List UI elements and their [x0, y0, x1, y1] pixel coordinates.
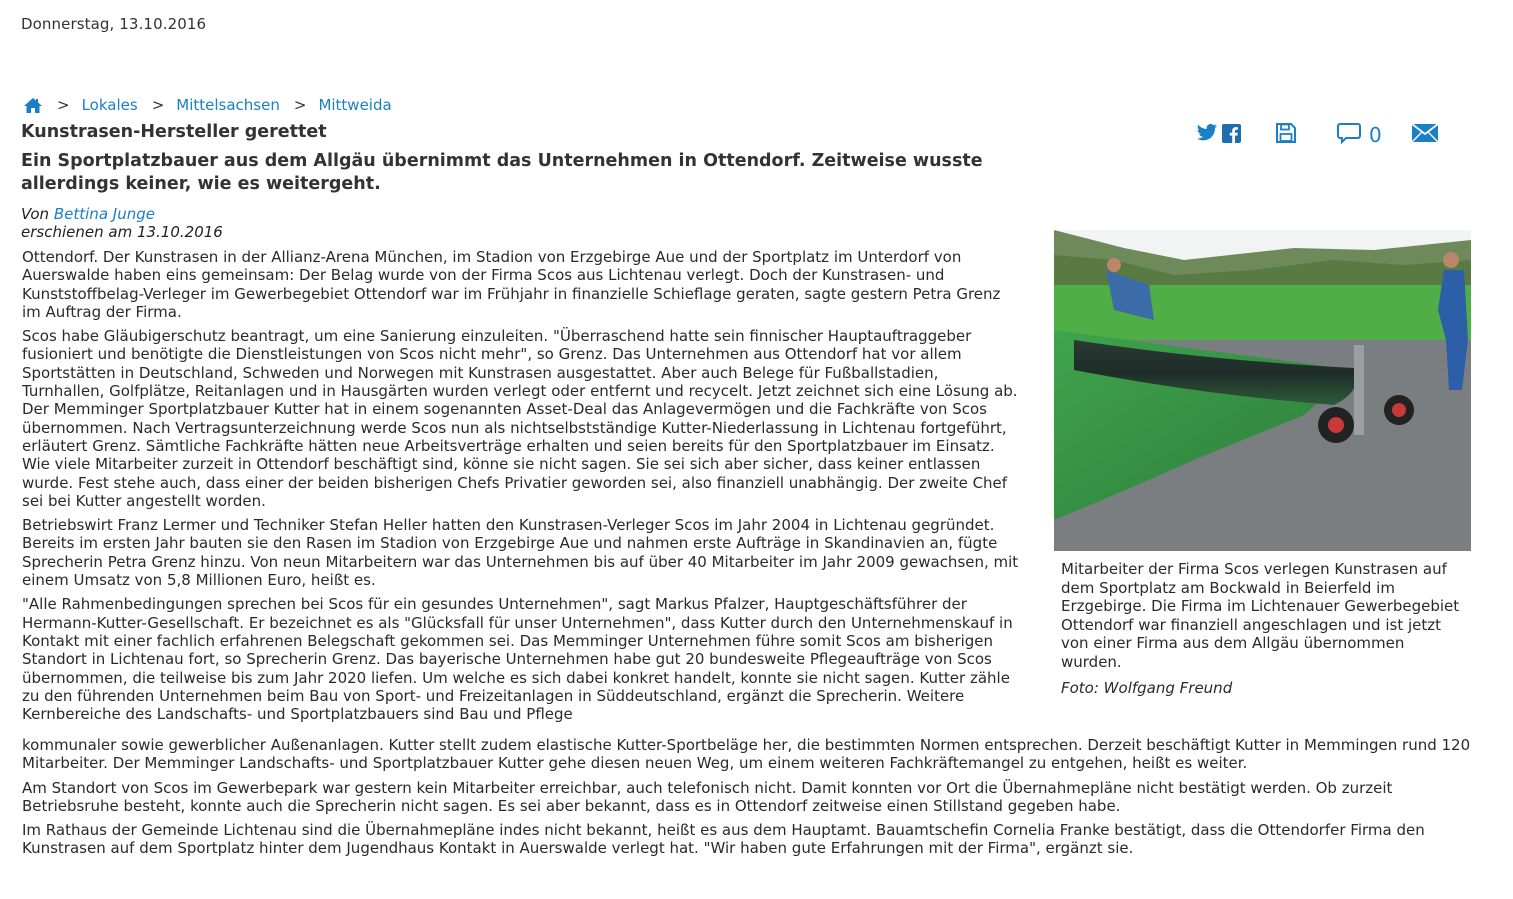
- article-paragraph: Ottendorf. Der Kunstrasen in der Allianz-Arena München, im Stadion von Erzgebirge Aue und der Sportplatz im Unterdorf von Auerswalde haben eins gemeinsam: Der Belag wurde von der Firma Scos aus Lichtenau verlegt. Doch der Kunstrasen- und Kunststoffbelag-Verleger im Gewerbegebiet Ottendorf war im Frühjahr in finanzielle Schieflage geraten, sagte gestern Petra Grenz im Auftrag der Firma.: [22, 248, 1001, 321]
- breadcrumb-lokales[interactable]: Lokales: [81, 96, 138, 114]
- byline: [21, 205, 223, 241]
- article-paragraph: Im Rathaus der Gemeinde Lichtenau sind die Übernahmepläne indes nicht bekannt, heißt es aus dem Hauptamt. Bauamtschefin Cornelia Franke bestätigt, dass die Ottendorfer Firma den Kunstrasen auf dem Sportplatz hinter dem Jugendhaus Kontakt in Auerswalde verlegt hat. "Wir haben gute Erfahrungen mit der Firma", ergänzt sie.: [22, 821, 1425, 858]
- author-link[interactable]: Bettina Junge: [53, 205, 155, 223]
- comment-icon[interactable]: [1337, 122, 1361, 148]
- byline-prefix: Von: [21, 205, 50, 223]
- article-lead: Ein Sportplatzbauer aus dem Allgäu übernimmt das Unternehmen in Ottendorf. Zeitweise wusste allerdings keiner, wie es weitergeht.: [21, 151, 983, 194]
- published-date: erschienen am 13.10.2016: [21, 223, 223, 241]
- breadcrumb-mittweida[interactable]: Mittweida: [318, 96, 392, 114]
- article-photo[interactable]: [1054, 230, 1471, 551]
- save-icon[interactable]: [1275, 122, 1297, 148]
- breadcrumb-mittelsachsen[interactable]: Mittelsachsen: [176, 96, 280, 114]
- article-body: [22, 248, 1022, 723]
- breadcrumb: [23, 96, 392, 114]
- photo-caption: Mitarbeiter der Firma Scos verlegen Kunstrasen auf dem Sportplatz am Bockwald in Beierfeld im Erzgebirge. Die Firma im Lichtenauer Gewerbegebiet Ottendorf war finanziell angeschlagen und ist jetzt von einer Firma aus dem Allgäu übernommen wurden.: [1061, 560, 1460, 671]
- article-paragraph: "Alle Rahmenbedingungen sprechen bei Scos für ein gesundes Unternehmen", sagt Markus Pfalzer, Hauptgeschäftsführer der Hermann-Kutter-Gesellschaft. Er bezeichnet es als "Glücksfall für unser Unternehmen", dass Kutter durch den Unternehmenskauf in Kontakt mit einer fachlich erfahrenen Belegschaft gekommen sei. Das Memminger Unternehmen führe somit Scos am bisherigen Standort in Lichtenau fort, so Sprecherin Grenz. Das bayerische Unternehmen habe gut 20 bundesweite Pflegeaufträge von Scos übernommen, die teilweise bis zum Jahr 2020 liefen. Um welche es sich dabei konkret handelt, konnte sie nicht sagen. Kutter zähle zu den führenden Unternehmen beim Bau von Sport- und Freizeitanlagen in Süddeutschland, ergänzt die Sprecherin. Weitere Kernbereiche des Landschafts- und Sportplatzbauers sind Bau und Pflege: [22, 595, 1013, 724]
- breadcrumb-separator: >: [293, 96, 307, 114]
- mail-icon[interactable]: [1412, 124, 1438, 146]
- facebook-icon[interactable]: [1222, 124, 1241, 147]
- article-body-wide: [22, 736, 1492, 864]
- breadcrumb-separator: >: [151, 96, 165, 114]
- article-paragraph: Scos habe Gläubigerschutz beantragt, um eine Sanierung einzuleiten. "Überraschend hatte sein finnischer Hauptauftraggeber fusioniert und benötigte die Dienstleistungen von Scos nicht mehr", so Grenz. Das Unternehmen aus Ottendorf hat vor allem Sportstätten in Deutschland, Schweden und Norwegen mit Kunstrasen ausgestattet. Aber auch Belege für Fußballstadien, Turnhallen, Golfplätze, Reitanlagen und in Hausgärten wurden verlegt oder entfernt und recycelt. Jetzt zeichnet sich eine Lösung ab. Der Memminger Sportplatzbauer Kutter hat in einem sogenannten Asset-Deal das Anlagevermögen und die Fachkräfte von Scos übernommen. Nach Vertragsunterzeichnung werde Scos nun als nichtselbstständige Kutter-Niederlassung in Lichtenau fortgeführt, erläutert Grenz. Sämtliche Fachkräfte hätten neue Arbeitsverträge erhalten und seien bereits für den Sportplatzbauer im Einsatz. Wie viele Mitarbeiter zurzeit in Ottendorf beschäftigt sind, könne sie nicht sagen. Sie sei sich aber sicher, dass keiner entlassen wurde. Fest stehe auch, dass einer der beiden bisherigen Chefs Privatier geworden sei, also finanziell unabhängig. Der zweite Chef sei bei Kutter angestellt worden.: [22, 327, 1018, 510]
- share-toolbar: [1196, 120, 1438, 150]
- comment-count[interactable]: 0: [1369, 123, 1382, 147]
- article-paragraph: Am Standort von Scos im Gewerbepark war gestern kein Mitarbeiter erreichbar, auch telefonisch nicht. Damit konnten vor Ort die Übernahmepläne nicht bestätigt werden. Ob zurzeit Betriebsruhe besteht, konnte auch die Sprecherin nicht sagen. Es sei aber bekannt, dass es in Ottendorf zeitweise einen Stillstand gegeben habe.: [22, 778, 1393, 815]
- twitter-icon[interactable]: [1196, 123, 1218, 147]
- article-paragraph: Betriebswirt Franz Lermer und Techniker Stefan Heller hatten den Kunstrasen-Verleger Scos im Jahr 2004 in Lichtenau gegründet. Bereits im ersten Jahr bauten sie den Rasen im Stadion von Erzgebirge Aue und nahmen erste Aufträge in Skandinavien an, fügte Sprecherin Petra Grenz hinzu. Von neun Mitarbeitern war das Unternehmen bis auf über 40 Mitarbeiter im Jahr 2009 gewachsen, mit einem Umsatz von 5,8 Millionen Euro, heißt es.: [22, 516, 1019, 590]
- article-paragraph: kommunaler sowie gewerblicher Außenanlagen. Kutter stellt zudem elastische Kutter-Sportbeläge her, die bestimmten Normen entsprechen. Derzeit beschäftigt Kutter in Memmingen rund 120 Mitarbeiter. Der Memminger Landschafts- und Sportplatzbauer Kutter gehe diesen neuen Weg, um einem weiteren Fachkräftemangel zu entgehen, heißt es weiter.: [22, 736, 1471, 773]
- home-icon[interactable]: [23, 97, 43, 114]
- page-date: Donnerstag, 13.10.2016: [21, 15, 207, 33]
- breadcrumb-separator: >: [57, 96, 70, 114]
- photo-credit: Foto: Wolfgang Freund: [1061, 679, 1233, 697]
- article-kicker: Kunstrasen-Hersteller gerettet: [21, 122, 327, 142]
